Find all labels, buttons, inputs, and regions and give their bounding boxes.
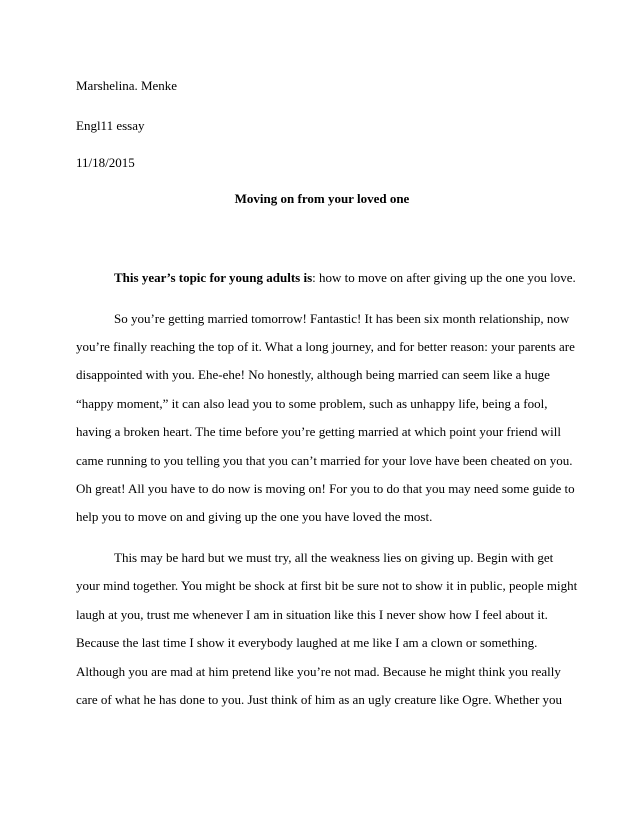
paragraph1-line: help you to move on and giving up the one you have loved the most. xyxy=(76,509,433,524)
paragraph2-line: laugh at you, trust me whenever I am in situation like this I never show how I feel about it. xyxy=(76,607,548,622)
topic-rest: : how to move on after giving up the one you love. xyxy=(312,270,576,285)
paragraph2-line: Because the last time I show it everybody laughed at me like I am a clown or something. xyxy=(76,635,538,650)
paragraph2-line: Although you are mad at him pretend like you’re not mad. Because he might think you really xyxy=(76,664,561,679)
paragraph1-line: “happy moment,” it can also lead you to some problem, such as unhappy life, being a fool, xyxy=(76,396,548,411)
topic-line xyxy=(114,270,576,286)
author-name: Marshelina. Menke xyxy=(76,78,178,93)
paragraph1-line: came running to you telling you that you can’t married for your love have been cheated on you. xyxy=(76,453,573,468)
paragraph1-line: So you’re getting married tomorrow! Fantastic! It has been six month relationship, now xyxy=(114,311,570,326)
paragraph1-line: Oh great! All you have to do now is moving on! For you to do that you may need some guide to xyxy=(76,481,575,496)
paragraph2-line: This may be hard but we must try, all the weakness lies on giving up. Begin with get xyxy=(114,550,554,565)
essay-title: Moving on from your loved one xyxy=(234,191,410,206)
paragraph1-line: having a broken heart. The time before you’re getting married at which point your friend will xyxy=(76,424,561,439)
topic-bold-lead: This year’s topic for young adults is xyxy=(114,270,313,285)
paragraph2-line: care of what he has done to you. Just think of him as an ugly creature like Ogre. Whether you xyxy=(76,692,563,707)
course-name: Engl11 essay xyxy=(76,118,145,133)
paragraph1-line: you’re finally reaching the top of it. What a long journey, and for better reason: your parents are xyxy=(76,339,575,354)
essay-date: 11/18/2015 xyxy=(76,155,135,170)
paragraph2-line: your mind together. You might be shock at first bit be sure not to show it in public, people might xyxy=(76,578,578,593)
paragraph1-line: disappointed with you. Ehe-ehe! No honestly, although being married can seem like a huge xyxy=(76,367,550,382)
